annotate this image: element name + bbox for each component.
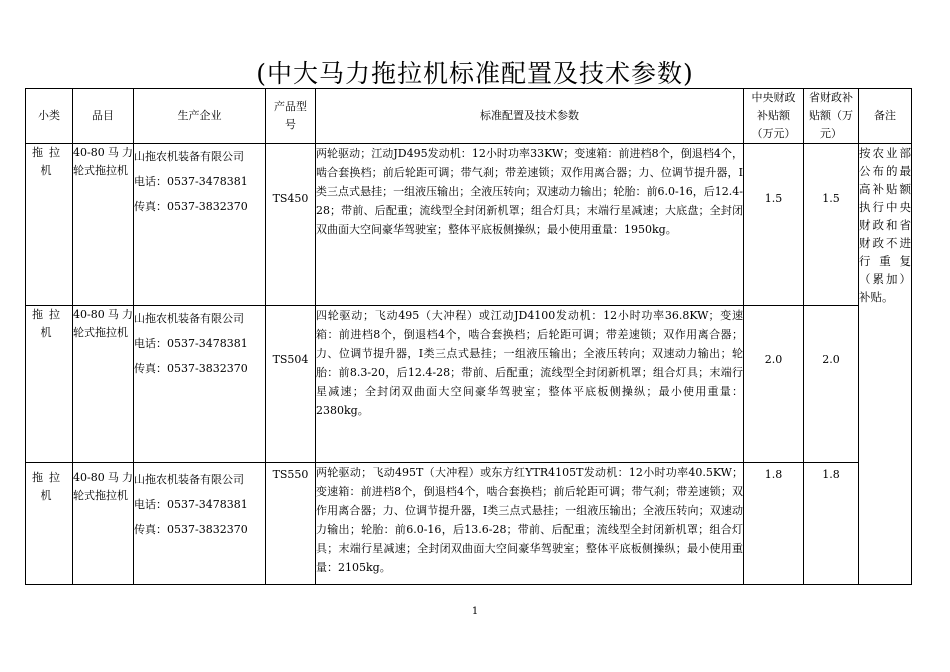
model-cell: TS450 (266, 144, 316, 306)
note-cell: 按农业部公布的最高补贴额执行中央财政和省财政不进行重复（累加）补贴。 (859, 144, 912, 585)
item-cell: 40-80马力轮式拖拉机 (73, 144, 134, 306)
company-cell (134, 463, 266, 585)
provincial-subsidy-cell: 2.0 (804, 306, 859, 463)
provincial-subsidy-cell: 1.8 (804, 463, 859, 585)
provincial-subsidy-cell: 1.5 (804, 144, 859, 306)
header-item: 品目 (73, 89, 134, 144)
category-cell: 拖拉机 (26, 463, 73, 585)
spec-cell: 两轮驱动；江动JD495发动机：12小时功率33KW；变速箱：前进档8个，倒退档4个，啮合套换档；前后轮距可调；带气刹；带差速锁；双作用离合器；力、位调节提升器，I类三点式悬挂；一组液压输出；全液压转向；双速动力输出；轮胎：前6.0-16，后12.4-28；带前、后配重；流线型全封闭新机罩；组合灯具；末端行星减速；大底盘；全封闭双曲面大空间豪华驾驶室；整体平底板侧操纵；最小使用重量：1950kg。 (316, 144, 744, 306)
company-name: 山拖农机装备有限公司 (134, 150, 244, 163)
item-cell: 40-80马力轮式拖拉机 (73, 463, 134, 585)
document-title: (中大马力拖拉机标准配置及技术参数) (256, 59, 694, 88)
spec-cell: 两轮驱动；飞动495T（大冲程）或东方红YTR4105T发动机：12小时功率40.5KW；变速箱：前进档8个，倒退档4个，啮合套换档；前后轮距可调；带气刹；带差速锁；双作用离合器；力、位调节提升器，I类三点式悬挂；一组液压输出；全液压转向；双速动力输出；轮胎：前6.0-16，后13.6-28；带前、后配重；流线型全封闭新机罩；组合灯具；末端行星减速；全封闭双曲面大空间豪华驾驶室；整体平底板侧操纵；最小使用重量：2105kg。 (316, 463, 744, 585)
company-fax: 传真：0537-3832370 (134, 200, 248, 213)
subsidy-table (25, 88, 912, 585)
company-phone: 电话：0537-3478381 (134, 175, 248, 188)
table-header-row (26, 89, 912, 144)
item-cell: 40-80马力轮式拖拉机 (73, 306, 134, 463)
company-phone: 电话：0537-3478381 (134, 498, 248, 511)
table-row (26, 306, 912, 463)
central-subsidy-cell: 2.0 (744, 306, 804, 463)
category-cell: 拖拉机 (26, 306, 73, 463)
company-cell (134, 306, 266, 463)
central-subsidy-cell: 1.5 (744, 144, 804, 306)
company-fax: 传真：0537-3832370 (134, 362, 248, 375)
category-cell: 拖拉机 (26, 144, 73, 306)
company-fax: 传真：0537-3832370 (134, 523, 248, 536)
model-cell: TS550 (266, 463, 316, 585)
central-subsidy-cell: 1.8 (744, 463, 804, 585)
header-model: 产品型号 (266, 89, 316, 144)
spec-cell: 四轮驱动；飞动495（大冲程）或江动JD4100发动机：12小时功率36.8KW；变速箱：前进档8个，倒退档4个，啮合套换档；后轮距可调；带差速锁；双作用离合器；力、位调节提升器，I类三点式悬挂；一组液压输出；全液压转向；双速动力输出；轮胎：前8.3-20，后12.4-28；带前、后配重；流线型全封闭新机罩；组合灯具；末端行星减速；全封闭双曲面大空间豪华驾驶室；整体平底板侧操纵；最小使用重量：2380kg。 (316, 306, 744, 463)
company-cell (134, 144, 266, 306)
header-provincial-subsidy: 省财政补贴额（万元） (804, 89, 859, 144)
model-cell: TS504 (266, 306, 316, 463)
header-note: 备注 (859, 89, 912, 144)
table-row (26, 463, 912, 585)
company-name: 山拖农机装备有限公司 (134, 312, 244, 325)
table-row (26, 144, 912, 306)
page-number: 1 (471, 606, 479, 617)
header-central-subsidy: 中央财政补贴额（万元） (744, 89, 804, 144)
company-phone: 电话：0537-3478381 (134, 337, 248, 350)
header-category: 小类 (26, 89, 73, 144)
header-company: 生产企业 (134, 89, 266, 144)
header-spec: 标准配置及技术参数 (316, 89, 744, 144)
company-name: 山拖农机装备有限公司 (134, 473, 244, 486)
